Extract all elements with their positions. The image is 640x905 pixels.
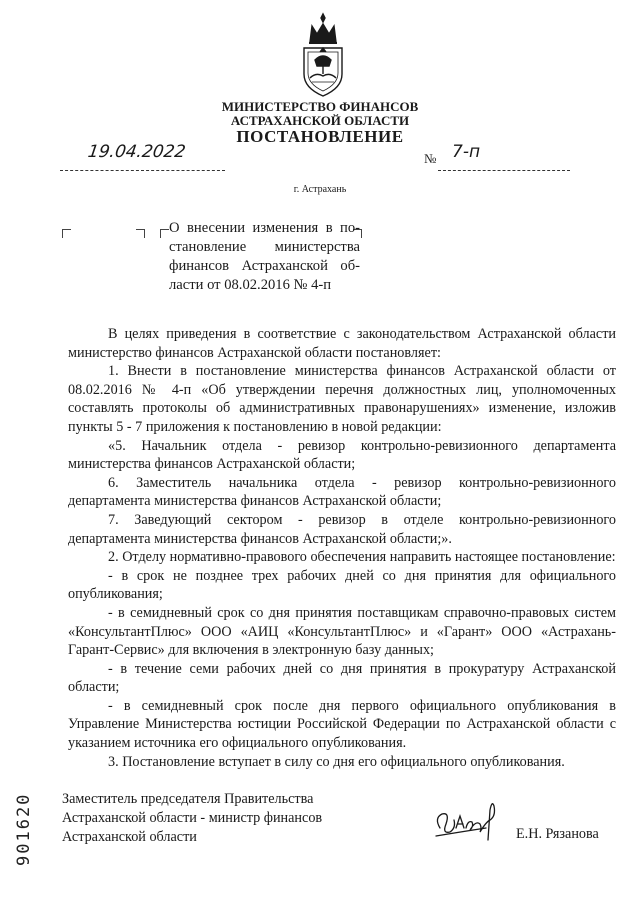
subject-line: О внесении изменения в по-	[169, 220, 360, 236]
ministry-name-line1: МИНИСТЕРСТВО ФИНАНСОВ	[221, 99, 419, 114]
signer-name: Е.Н. Рязанова	[516, 826, 599, 842]
body-paragraph: 1. Внести в постановление министерства финансов Астраханской области от 08.02.2016 № 4-п «Об утверждении перечня должностных лиц, уполномоченных составлять протоколы об административных правонарушениях» изменение, изложив пункты 5 - 7 приложения к постановлению в новой редакции:	[68, 363, 616, 435]
signatory-line: Астраханской области	[62, 829, 197, 845]
subject-line: ласти от 08.02.2016 № 4-п	[169, 277, 332, 293]
corner-mark	[136, 229, 145, 238]
body-paragraph: 6. Заместитель начальника отдела - ревизор контрольно-ревизионного департамента министерства финансов Астраханской области;	[68, 474, 616, 510]
signatory-title	[62, 790, 322, 847]
body-paragraph: 7. Заведующий сектором - ревизор в отделе контрольно-ревизионного департамента министерства финансов Астраханской области;».	[68, 511, 616, 547]
body-paragraph: 3. Постановление вступает в силу со дня его официального опубликования.	[108, 753, 565, 770]
handwritten-signature	[430, 798, 510, 844]
city: г. Астрахань	[293, 184, 347, 195]
body-paragraph: - в срок не позднее трех рабочих дней со дня принятия для официального опубликования;	[68, 567, 616, 603]
document-body	[68, 325, 616, 771]
subject-line: финансов Астраханской об-	[169, 258, 360, 274]
corner-mark	[160, 229, 169, 238]
signatory-line: Астраханской области - министр финансов	[62, 810, 323, 826]
ministry-name-line2: АСТРАХАНСКОЙ ОБЛАСТИ	[230, 113, 410, 128]
signatory-line: Заместитель председателя Правительства	[62, 791, 314, 807]
subject-line: становление министерства	[169, 239, 360, 255]
document-date: 19.04.2022	[86, 142, 187, 162]
corner-mark	[62, 229, 71, 238]
document-number: 7-п	[452, 142, 481, 162]
document-type: ПОСТАНОВЛЕНИЕ	[236, 127, 404, 146]
body-paragraph: «5. Начальник отдела - ревизор контрольно-ревизионного департамента министерства финансов Астраханской области;	[68, 437, 616, 473]
body-paragraph: 2. Отделу нормативно-правового обеспечения направить настоящее постановление:	[108, 549, 616, 566]
registration-number: 901620	[14, 792, 34, 866]
body-paragraph: - в семидневный срок после дня первого официального опубликования в Управление Министерства юстиции Российской Федерации по Астраханской области с указанием источника его официального опубликования.	[68, 697, 616, 752]
body-paragraph: - в течение семи рабочих дней со дня принятия в прокуратуру Астраханской области;	[68, 660, 616, 696]
document-subject	[169, 219, 360, 295]
body-paragraph: - в семидневный срок со дня принятия поставщикам справочно-правовых систем «КонсультантПлюс» ООО «АИЦ «КонсультантПлюс» и «Гарант» ООО «Астрахань-Гарант-Сервис» для включения в электронную базу данных;	[68, 604, 616, 659]
body-paragraph: В целях приведения в соответствие с законодательством Астраханской области министерство финансов Астраханской области постановляет:	[68, 326, 616, 361]
number-label: №	[424, 151, 437, 166]
astrakhan-coat-of-arms-icon	[298, 12, 348, 100]
registration-stamp	[10, 790, 34, 870]
